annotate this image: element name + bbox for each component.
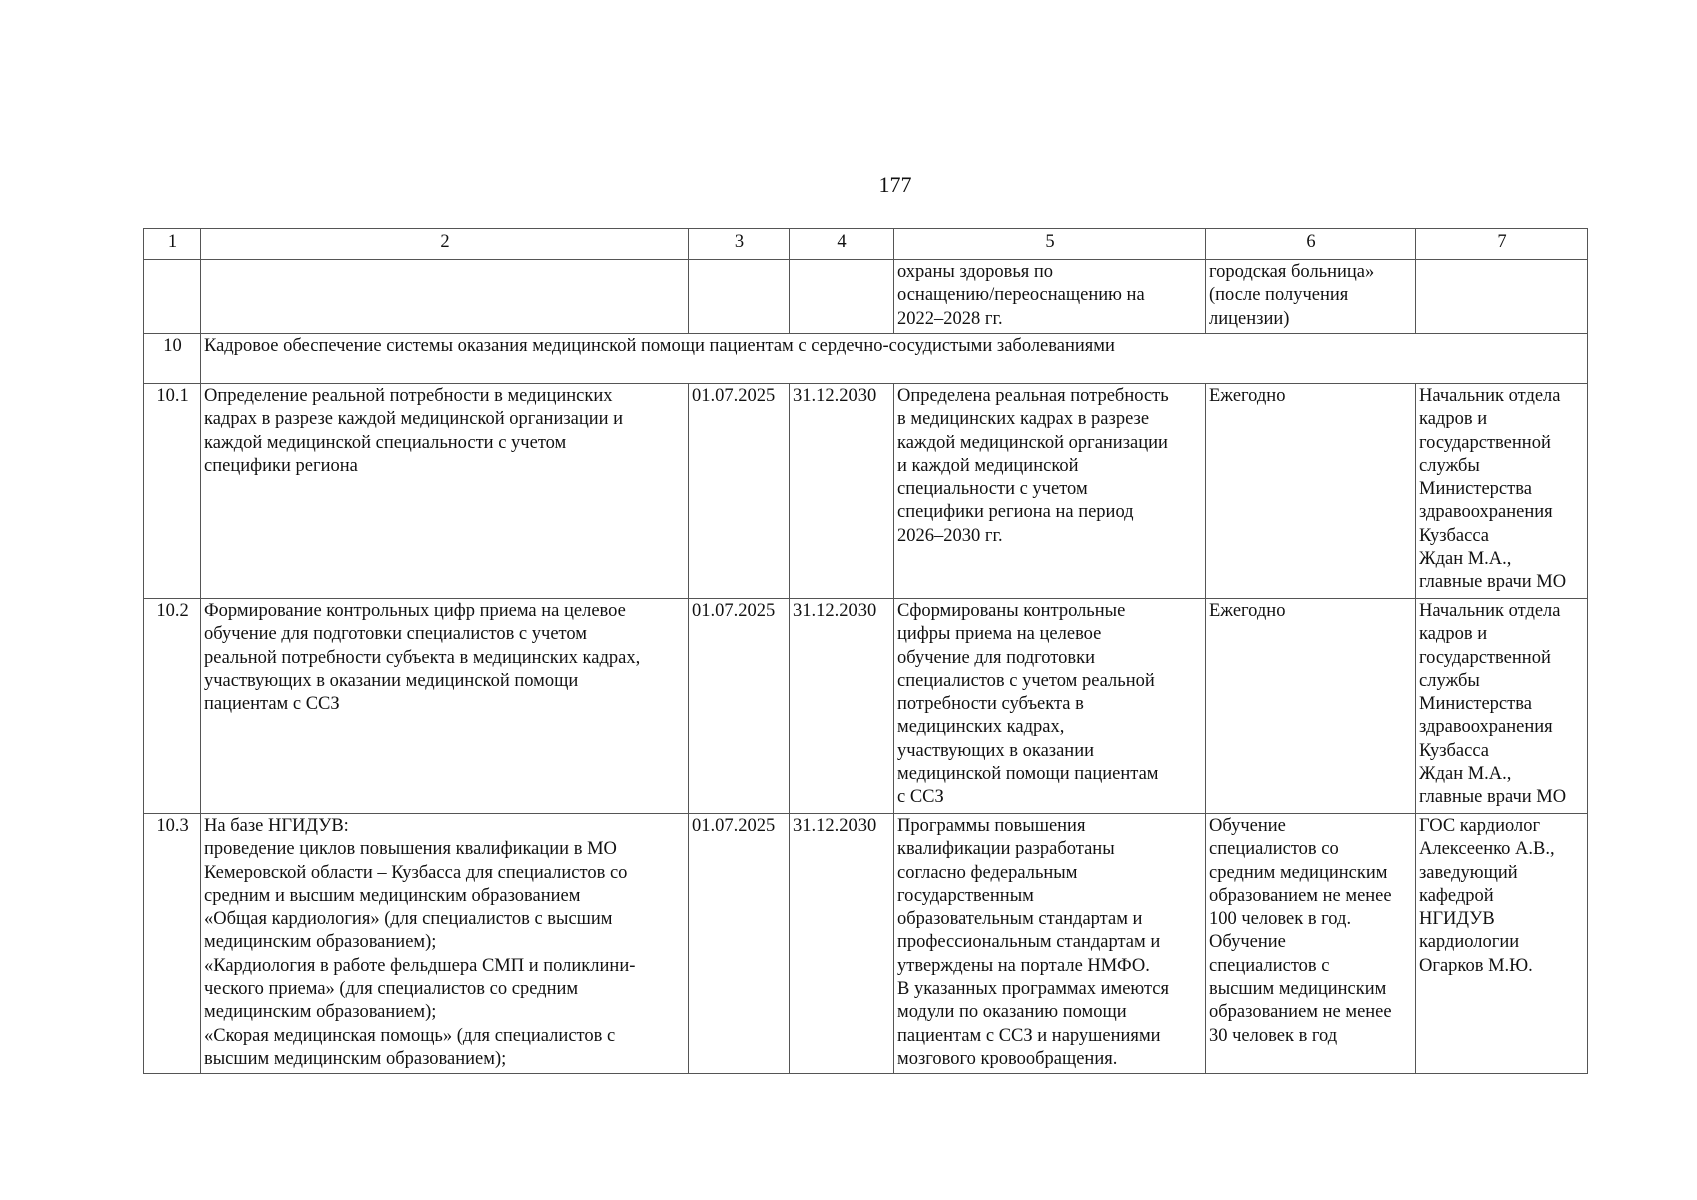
section-row	[144, 334, 1588, 384]
column-header: 7	[1416, 229, 1588, 260]
column-header: 2	[201, 229, 689, 260]
start-date-cell: 01.07.2025	[689, 599, 790, 814]
row-number: 10	[144, 334, 201, 384]
row-number: 10.3	[144, 814, 201, 1074]
column-header: 6	[1206, 229, 1416, 260]
start-date-cell: 01.07.2025	[689, 814, 790, 1074]
activity-plan-table	[143, 228, 1588, 1074]
table-row	[144, 384, 1588, 599]
table-row	[144, 814, 1588, 1074]
end-date-cell: 31.12.2030	[790, 814, 894, 1074]
result-cell: Определена реальная потребность в медицинских кадрах в разрезе каждой медицинской организации и каждой медицинской специальности с учетом специфики региона на период 2026–2030 гг.	[894, 384, 1206, 599]
column-header: 1	[144, 229, 201, 260]
column-number-row	[144, 229, 1588, 260]
task-cell	[201, 260, 689, 334]
task-cell: На базе НГИДУВ: проведение циклов повышения квалификации в МО Кемеровской области – Кузбасса для специалистов со средним и высшим медицинским образованием «Общая кардиология» (для специалистов с высшим медицинским образованием); «Кардиология в работе фельдшера СМП и поликлини- ческого приема» (для специалистов со средним медицинским образованием); «Скорая медицинская помощь» (для специалистов с высшим медицинским образованием);	[201, 814, 689, 1074]
term-cell: городская больница» (после получения лицензии)	[1206, 260, 1416, 334]
term-cell: Ежегодно	[1206, 599, 1416, 814]
term-cell: Ежегодно	[1206, 384, 1416, 599]
responsible-cell: Начальник отдела кадров и государственной службы Министерства здравоохранения Кузбасса Ждан М.А., главные врачи МО	[1416, 384, 1588, 599]
column-header: 4	[790, 229, 894, 260]
result-cell: охраны здоровья по оснащению/переоснащению на 2022–2028 гг.	[894, 260, 1206, 334]
start-date-cell: 01.07.2025	[689, 384, 790, 599]
row-number: 10.1	[144, 384, 201, 599]
page-number: 177	[878, 172, 912, 197]
responsible-cell	[1416, 260, 1588, 334]
end-date-cell	[790, 260, 894, 334]
end-date-cell: 31.12.2030	[790, 384, 894, 599]
responsible-cell: ГОС кардиолог Алексеенко А.В., заведующий кафедрой НГИДУВ кардиологии Огарков М.Ю.	[1416, 814, 1588, 1074]
row-number: 10.2	[144, 599, 201, 814]
table-row	[144, 260, 1588, 334]
result-cell: Программы повышения квалификации разработаны согласно федеральным государственным образовательным стандартам и профессиональным стандартам и утверждены на портале НМФО. В указанных программах имеются модули по оказанию помощи пациентам с ССЗ и нарушениями мозгового кровообращения.	[894, 814, 1206, 1074]
row-number	[144, 260, 201, 334]
start-date-cell	[689, 260, 790, 334]
column-header: 5	[894, 229, 1206, 260]
end-date-cell: 31.12.2030	[790, 599, 894, 814]
term-cell: Обучение специалистов со средним медицинским образованием не менее 100 человек в год. Обучение специалистов с высшим медицинским образованием не менее 30 человек в год	[1206, 814, 1416, 1074]
task-cell: Определение реальной потребности в медицинских кадрах в разрезе каждой медицинской организации и каждой медицинской специальности с учетом специфики региона	[201, 384, 689, 599]
result-cell: Сформированы контрольные цифры приема на целевое обучение для подготовки специалистов с учетом реальной потребности субъекта в медицинских кадрах, участвующих в оказании медицинской помощи пациентам с ССЗ	[894, 599, 1206, 814]
section-title: Кадровое обеспечение системы оказания медицинской помощи пациентам с сердечно-сосудистыми заболеваниями	[201, 334, 1588, 384]
column-header: 3	[689, 229, 790, 260]
responsible-cell: Начальник отдела кадров и государственной службы Министерства здравоохранения Кузбасса Ждан М.А., главные врачи МО	[1416, 599, 1588, 814]
task-cell: Формирование контрольных цифр приема на целевое обучение для подготовки специалистов с учетом реальной потребности субъекта в медицинских кадрах, участвующих в оказании медицинской помощи пациентам с ССЗ	[201, 599, 689, 814]
table-row	[144, 599, 1588, 814]
